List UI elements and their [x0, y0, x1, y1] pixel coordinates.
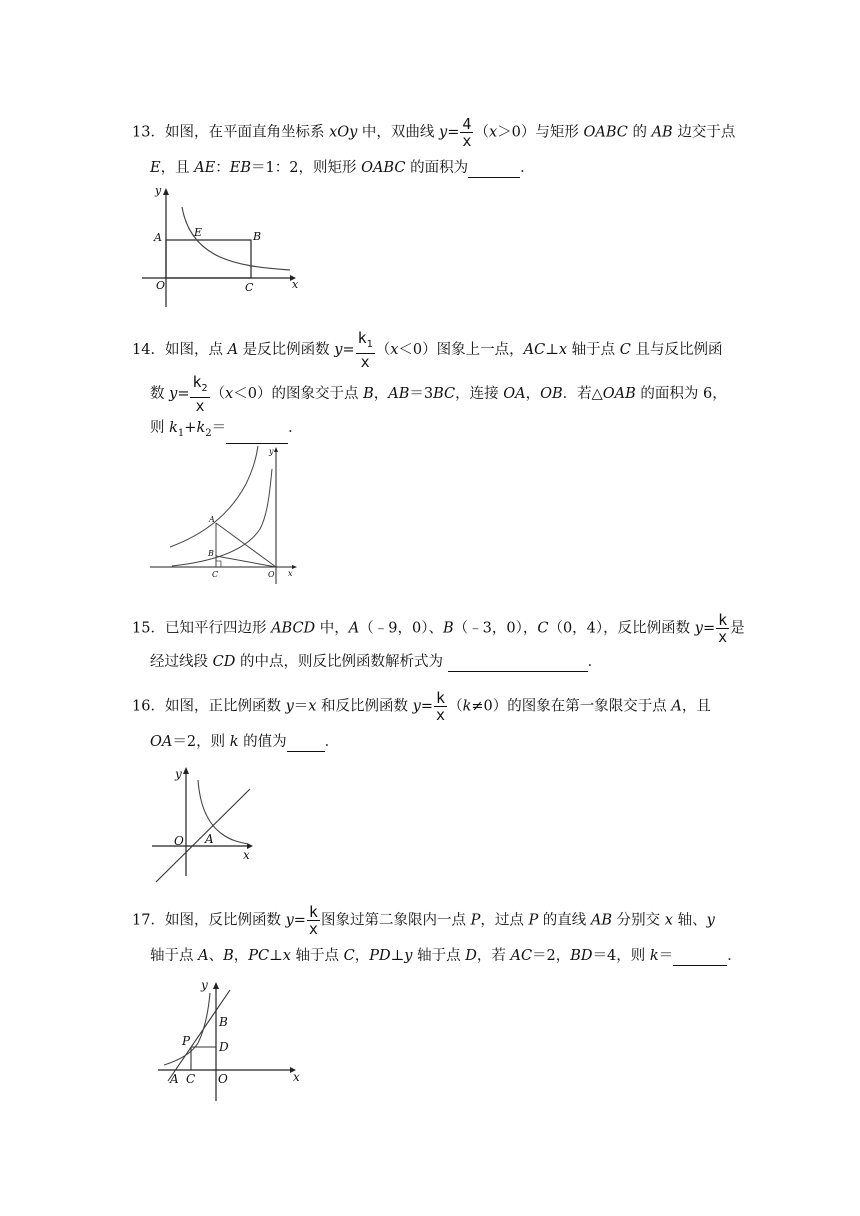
q14-fig-label-c: C: [212, 570, 219, 579]
q14-answer-blank[interactable]: [226, 429, 288, 444]
q13-fig-label-a: A: [154, 231, 162, 244]
q16-fig-label-x: x: [243, 848, 250, 862]
q16-line1: 16．如图，正比例函数 y＝x 和反比例函数 y= $\frac{k}{x}$ （k≠0）的图象在第一象限交于点 A，且: [132, 689, 711, 724]
q13-fig-label-x: x: [292, 278, 299, 291]
q15-fraction: $\frac{k}{x}$: [718, 611, 728, 646]
q17-figure: [150, 975, 310, 1105]
q16-fig-label-y: y: [175, 767, 182, 781]
q16-answer-blank[interactable]: [287, 737, 325, 752]
q15-line1: 15．已知平行四边形 ABCD 中，A（﹣9，0）、B（﹣3，0），C（0，4），反比例函数 y= $\frac{k}{x}$ 是: [132, 611, 745, 646]
q16-line2: OA＝2，则 k 的值为 ．: [150, 734, 340, 750]
q13-figure: [140, 185, 310, 310]
q14-fig-label-y: y: [269, 447, 274, 456]
q17-fig-label-c: C: [186, 1072, 196, 1086]
q17-fig-label-d: D: [219, 1040, 229, 1054]
q15-answer-blank[interactable]: [448, 657, 588, 672]
q17-fig-label-b: B: [219, 1015, 228, 1029]
q17-line2: 轴于点 A、B，PC⊥x 轴于点 C，PD⊥y 轴于点 D，若 AC＝2，BD＝4，则 k＝ ．: [150, 948, 742, 964]
q13-fig-label-e: E: [194, 226, 203, 239]
q17-line1: 17．如图，反比例函数 y= $\frac{k}{x}$ 图象过第二象限内一点 P，过点 P 的直线 AB 分别交 x 轴、y: [132, 903, 715, 938]
q14-line3: 则 $k_1+k_2=$ ．: [150, 418, 303, 444]
q16-fraction: $\frac{k}{x}$: [436, 689, 446, 724]
q14-number: 14．: [132, 342, 165, 358]
q13-fig-label-o: O: [156, 279, 166, 292]
q16-figure: [150, 762, 260, 884]
q17-answer-blank[interactable]: [673, 951, 727, 966]
q14-fig-label-x: x: [288, 569, 293, 578]
q13-fraction: $\frac{4}{x}$: [462, 115, 472, 150]
q13-line1: 13．如图，在平面直角坐标系 xOy 中，双曲线 y= $\frac{4}{x}$ （x＞0）与矩形 OABC 的 AB 边交于点: [132, 115, 736, 150]
q14-fraction-k2: $\frac{k_2}{x}$: [192, 373, 208, 415]
q13-answer-blank[interactable]: [468, 163, 520, 178]
q15-line2: 经过线段 CD 的中点，则反比例函数解析式为 ．: [150, 654, 603, 670]
q16-fig-label-a: A: [205, 832, 214, 846]
q13-fig-label-y: y: [155, 184, 162, 197]
q13-fig-label-b: B: [253, 230, 262, 243]
q14-line2: 数 y= $\frac{k_2}{x}$ （x＜0）的图象交于点 B，AB＝3BC，连接 OA，OB．若△OAB 的面积为 6，: [150, 373, 727, 415]
q14-line1: 14．如图，点 A 是反比例函数 y= $\frac{k_1}{x}$ （x＜0）图象上一点，AC⊥x 轴于点 C 且与反比例函: [132, 329, 723, 371]
q17-fraction: $\frac{k}{x}$: [308, 903, 318, 938]
q16-number: 16．: [132, 698, 165, 715]
q13-number: 13．: [132, 124, 165, 141]
q13-fig-label-c: C: [245, 281, 254, 294]
q17-fig-label-y: y: [201, 978, 208, 992]
q13-line2: E，且 AE：EB＝1：2，则矩形 OABC 的面积为 ．: [150, 160, 535, 176]
q17-fig-label-p: P: [182, 1034, 191, 1048]
q14-fig-label-b: B: [208, 549, 214, 558]
q14-fraction-k1: $\frac{k_1}{x}$: [357, 329, 373, 371]
q15-number: 15．: [132, 620, 165, 637]
q17-fig-label-a: A: [170, 1072, 179, 1086]
q16-fig-label-o: O: [174, 834, 184, 848]
q14-fig-label-o: O: [268, 570, 275, 579]
q14-figure: [150, 444, 300, 584]
q17-number: 17．: [132, 912, 165, 929]
q17-fig-label-x: x: [293, 1070, 300, 1084]
q17-fig-label-o: O: [218, 1072, 228, 1086]
q14-fig-label-a: A: [209, 515, 215, 524]
